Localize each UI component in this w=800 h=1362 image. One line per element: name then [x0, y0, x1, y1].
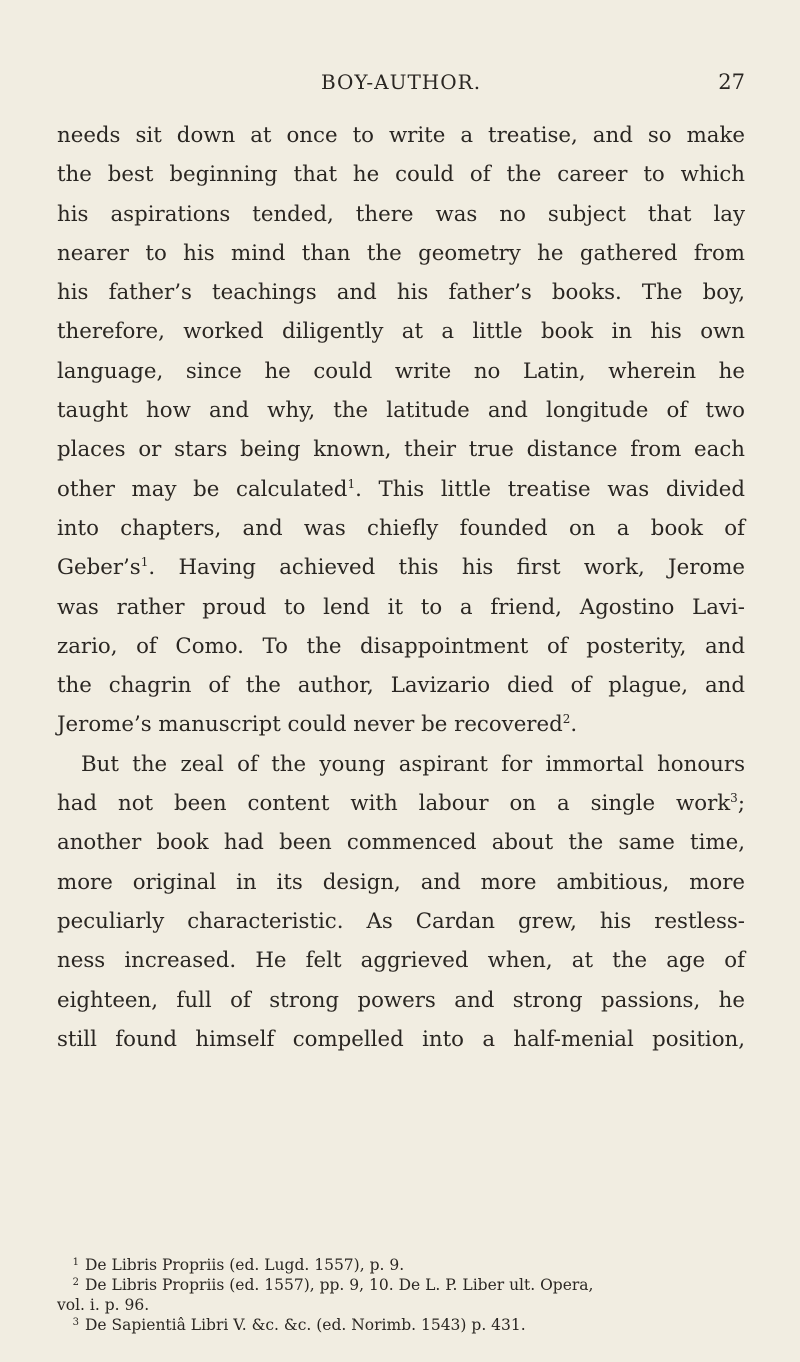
text-line: the chagrin of the author, Lavizario died of plague, and: [57, 673, 745, 699]
body-text: [57, 116, 745, 1059]
text-line: nearer to his mind than the geometry he gathered from: [57, 240, 745, 266]
footnote-ref: 3: [730, 791, 738, 806]
footnote: 3 De Sapientiâ Libri V. &c. &c. (ed. Norimb. 1543) p. 431.: [72, 1316, 526, 1334]
text-line: eighteen, full of strong powers and strong passions, he: [57, 987, 745, 1013]
text-line: Jerome’s manuscript could never be recovered$^2$.: [57, 712, 578, 738]
text-line: another book had been commenced about the same time,: [57, 830, 745, 856]
footnote-ref: 2: [562, 712, 571, 727]
page-number: 27: [718, 70, 745, 94]
footnote-text: De Libris Propriis (ed. 1557), pp. 9, 10. De L. P. Liber ult. Opera,: [85, 1276, 594, 1294]
footnote: 1 De Libris Propriis (ed. Lugd. 1557), p. 9.: [72, 1256, 405, 1274]
text-line: taught how and why, the latitude and longitude of two: [57, 398, 745, 424]
text-line: still found himself compelled into a half-menial position,: [57, 1026, 745, 1052]
footnote: 2 De Libris Propriis (ed. 1557), pp. 9, 10. De L. P. Liber ult. Opera,: [72, 1276, 594, 1294]
footnotes: [57, 1255, 745, 1335]
text-line: needs sit down at once to write a treatise, and so make: [57, 123, 745, 148]
footnote-continuation: vol. i. p. 96.: [57, 1296, 150, 1314]
footnote-ref: 1: [140, 555, 149, 570]
text-line: his aspirations tended, there was no subject that lay: [57, 201, 745, 227]
text-line: therefore, worked diligently at a little book in his own: [57, 319, 745, 345]
text-line: had not been content with labour on a single work$^3$;: [57, 791, 745, 817]
text-line: peculiarly characteristic. As Cardan grew, his restless-: [57, 908, 745, 934]
text-line: was rather proud to lend it to a friend, Agostino Lavi-: [57, 594, 745, 620]
running-head: [57, 70, 745, 100]
footnote-text: De Sapientiâ Libri V. &c. &c. (ed. Norimb. 1543) p. 431.: [85, 1316, 526, 1334]
text-line: places or stars being known, their true distance from each: [57, 437, 745, 463]
text-line: other may be calculated$^1$. This little treatise was divided: [57, 476, 746, 502]
text-line: language, since he could write no Latin, wherein he: [57, 358, 745, 384]
running-title: BOY-AUTHOR.: [320, 70, 482, 94]
footnote-text: De Libris Propriis (ed. Lugd. 1557), p. 9.: [85, 1256, 405, 1274]
text-line: ness increased. He felt aggrieved when, at the age of: [57, 948, 745, 974]
text-line: the best beginning that he could of the career to which: [57, 162, 745, 188]
text-line: $Geber’s^1$. Having achieved this his first work, Jerome: [57, 555, 745, 581]
footnote-ref: 1: [347, 476, 356, 491]
text-line: But the zeal of the young aspirant for immortal honours: [81, 751, 745, 777]
text-line: his father’s teachings and his father’s books. The boy,: [57, 280, 745, 306]
text-line: into chapters, and was chiefly founded on a book of: [57, 515, 745, 541]
text-line: zario, of Como. To the disappointment of posterity, and: [57, 633, 745, 659]
text-line: more original in its design, and more ambitious, more: [57, 869, 745, 895]
